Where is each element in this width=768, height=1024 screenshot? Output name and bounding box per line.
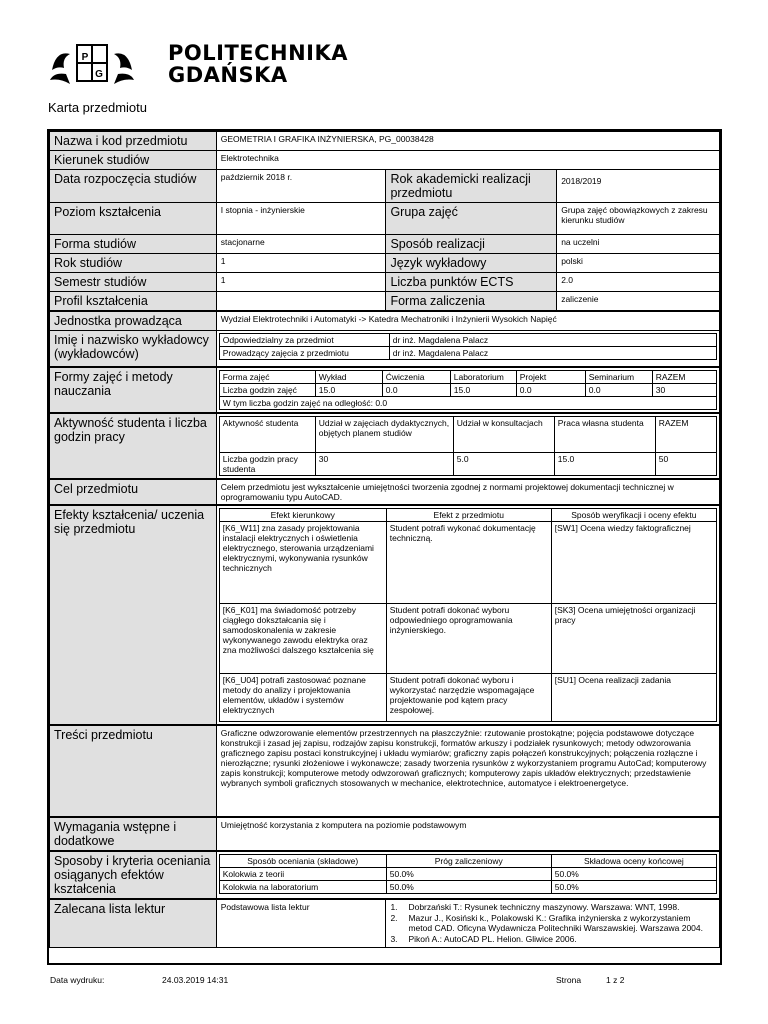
efekty-cell: Student potrafi dokonać wyboru i wykorzystać narzędzie wspomagające projektowanie pod kątem pracy zespołowej. <box>386 673 551 721</box>
formy-cell: 15.0 <box>450 383 516 396</box>
efekty-cell: [SW1] Ocena wiedzy faktograficznej <box>551 521 716 603</box>
grupa-value: Grupa zajęć obowiązkowych z zakresu kierunku studiów <box>557 203 720 235</box>
sposob-realizacji-value: na uczelni <box>557 235 720 254</box>
aktywnosc-cell: 30 <box>315 452 453 475</box>
cel-value: Celem przedmiotu jest wykształcenie umiejętności tworzenia zgodnej z normami projektowej dokumentacji technicznej w oprogramowaniu typu AutoCAD. <box>216 479 719 505</box>
efekty-cell: Student potrafi wykonać dokumentację techniczną. <box>386 521 551 603</box>
formy-cell: 0.0 <box>585 383 652 396</box>
wykladowca-role: Odpowiedzialny za przedmiot <box>219 334 389 347</box>
wykladowca-name: dr inż. Magdalena Palacz <box>389 347 716 360</box>
rok-akademicki-label: Rok akademicki realizacji przedmiotu <box>386 170 557 203</box>
profil-label: Profil kształcenia <box>50 292 217 312</box>
formy-table <box>219 370 717 410</box>
aktywnosc-header: RAZEM <box>655 416 716 452</box>
print-date-label: Data wydruku: <box>50 975 105 985</box>
aktywnosc-label: Aktywność studenta i liczba godzin pracy <box>50 413 217 479</box>
sposoby-header: Sposób oceniania (składowe) <box>219 854 386 867</box>
lektury-list <box>390 902 715 944</box>
logo-letter-p: P <box>81 52 89 63</box>
sposoby-header: Próg zaliczeniowy <box>386 854 551 867</box>
zaliczenie-value: zaliczenie <box>557 292 720 312</box>
formy-header: RAZEM <box>652 370 716 383</box>
lektury-sub: Podstawowa lista lektur <box>216 899 386 948</box>
lektura-item: 1. Dobrzański T.: Rysunek techniczny maszynowy. Warszawa: WNT, 1998. <box>390 901 680 912</box>
formy-header: Projekt <box>516 370 585 383</box>
nazwa-value: GEOMETRIA I GRAFIKA INŻYNIERSKA, PG_00038428 <box>216 132 719 151</box>
formy-header: Laboratorium <box>450 370 516 383</box>
lektura-item: 2. Mazur J., Kosiński k., Polakowski K.: Grafika inżynierska z wykorzystaniem metod CAD. Oficyna Wydawnicza Politechniki Warszawskiej. Warszawa 2004. <box>390 912 703 933</box>
university-name <box>168 42 348 86</box>
forma-value: stacjonarne <box>216 235 386 254</box>
formy-header: Seminarium <box>585 370 652 383</box>
lektura-item: 3. Pikoń A.: AutoCAD PL. Helion. Gliwice 2006. <box>390 933 577 944</box>
course-card <box>47 129 722 965</box>
sposoby-cell: 50.0% <box>551 867 716 880</box>
aktywnosc-cell: Liczba godzin pracy studenta <box>219 452 315 475</box>
efekty-header: Efekt kierunkowy <box>219 508 386 521</box>
data-label: Data rozpoczęcia studiów <box>50 170 217 203</box>
page-title: Karta przedmiotu <box>48 100 147 115</box>
efekty-cell: [SU1] Ocena realizacji zadania <box>551 673 716 721</box>
wymagania-label: Wymagania wstępne i dodatkowe <box>50 817 217 851</box>
university-name-line2: GDAŃSKA <box>168 63 288 87</box>
lektury-label: Zalecana lista lektur <box>50 899 217 948</box>
formy-cell: 0.0 <box>382 383 450 396</box>
formy-cell: 0.0 <box>516 383 585 396</box>
wykladowca-role: Prowadzący zajęcia z przedmiotu <box>219 347 389 360</box>
tresci-label: Treści przedmiotu <box>50 725 217 817</box>
page-label: Strona <box>556 975 582 985</box>
sposoby-cell: Kolokwia na laboratorium <box>219 880 386 893</box>
aktywnosc-cell: 50 <box>655 452 716 475</box>
aktywnosc-header: Udział w zajęciach dydaktycznych, objętych planem studiów <box>315 416 453 452</box>
sposoby-table <box>219 854 717 894</box>
kierunek-value: Elektrotechnika <box>216 151 719 170</box>
semestr-label: Semestr studiów <box>50 273 217 292</box>
formy-odleglosc: W tym liczba godzin zajęć na odległość: 0.0 <box>219 396 716 409</box>
sposoby-header: Składowa oceny końcowej <box>551 854 716 867</box>
aktywnosc-cell: 15.0 <box>554 452 655 475</box>
efekty-cell: [K6_W11] zna zasady projektowania instalacji elektrycznych i oświetlenia elektrycznego, sterowania urządzeniami elektrycznymi, wykonywania rysunków technicznych <box>219 521 386 603</box>
aktywnosc-cell: 5.0 <box>453 452 554 475</box>
rok-akademicki-value: 2018/2019 <box>557 170 720 203</box>
formy-cell: Liczba godzin zajęć <box>219 383 315 396</box>
header <box>48 40 468 90</box>
university-logo-icon <box>48 40 136 86</box>
aktywnosc-header: Udział w konsultacjach <box>453 416 554 452</box>
sposoby-label: Sposoby i kryteria oceniania osiąganych efektów kształcenia <box>50 851 217 899</box>
sposob-realizacji-label: Sposób realizacji <box>386 235 557 254</box>
wymagania-value: Umiejętność korzystania z komputera na poziomie podstawowym <box>216 817 719 851</box>
efekty-cell: [SK3] Ocena umiejętności organizacji pracy <box>551 603 716 673</box>
sposoby-cell: Kolokwia z teorii <box>219 867 386 880</box>
tresci-value: Graficzne odwzorowanie elementów przestrzennych na płaszczyźnie: rzutowanie prostokątne; pojęcia podstawowe dotyczące konstrukcji i zasad jej zapisu, rodzajów zapisu konstrukcji, formatów arkuszy i podziałek rysunkowych; metody odwzorowania graficznego zapisu postaci konstrukcyjnej i układu wymiarów; graficzny zapis połączeń konstrukcyjnych; połączenia rozłączne i nierozłączne; rysunki złożeniowe i wykonawcze; zasady tworzenia rysunków z wykorzystaniem programu AutoCad; komputerowy zapis konstrukcji; komputerowe metody odwzorowań graficznych; komputerowy zapis układów elektrycznych; przedstawienie wybranych symboli graficznych stosowanych w mechanice, elektrotechnice, automatyce i elektroenergetyce. <box>216 725 719 817</box>
rok-label: Rok studiów <box>50 254 217 273</box>
data-value: październik 2018 r. <box>216 170 386 203</box>
formy-header: Forma zajęć <box>219 370 315 383</box>
kierunek-label: Kierunek studiów <box>50 151 217 170</box>
cel-label: Cel przedmiotu <box>50 479 217 505</box>
jezyk-label: Język wykładowy <box>386 254 557 273</box>
sposoby-cell: 50.0% <box>386 880 551 893</box>
formy-header: Ćwiczenia <box>382 370 450 383</box>
course-card-table <box>49 131 720 948</box>
poziom-label: Poziom kształcenia <box>50 203 217 235</box>
profil-value <box>216 292 386 312</box>
formy-cell: 30 <box>652 383 716 396</box>
jezyk-value: polski <box>557 254 720 273</box>
aktywnosc-table <box>219 416 717 476</box>
aktywnosc-header: Aktywność studenta <box>219 416 315 452</box>
formy-header: Wykład <box>315 370 382 383</box>
rok-value: 1 <box>216 254 386 273</box>
page-number: 1 z 2 <box>606 975 625 985</box>
formy-cell: 15.0 <box>315 383 382 396</box>
efekty-cell: Student potrafi dokonać wyboru odpowiedniego oprogramowania inżynierskiego. <box>386 603 551 673</box>
efekty-cell: [K6_K01] ma świadomość potrzeby ciągłego dokształcania się i samodoskonalenia w zakresie wykonywanego zawodu elektryka oraz zna możliwości dalszego kształcenia się <box>219 603 386 673</box>
semestr-value: 1 <box>216 273 386 292</box>
efekty-cell: [K6_U04] potrafi zastosować poznane metody do analizy i projektowania elementów, układów i systemów elektrycznych <box>219 673 386 721</box>
lektury-list-cell <box>386 899 720 948</box>
ects-value: 2.0 <box>557 273 720 292</box>
zaliczenie-label: Forma zaliczenia <box>386 292 557 312</box>
jednostka-value: Wydział Elektrotechniki i Automatyki -> Katedra Mechatroniki i Inżynierii Wysokich Napięć <box>216 311 719 331</box>
poziom-value: I stopnia - inżynierskie <box>216 203 386 235</box>
grupa-label: Grupa zajęć <box>386 203 557 235</box>
forma-label: Forma studiów <box>50 235 217 254</box>
sposoby-cell: 50.0% <box>386 867 551 880</box>
nazwa-label: Nazwa i kod przedmiotu <box>50 132 217 151</box>
print-date-value: 24.03.2019 14:31 <box>162 975 229 985</box>
aktywnosc-header: Praca własna studenta <box>554 416 655 452</box>
efekty-label: Efekty kształcenia/ uczenia się przedmiotu <box>50 505 217 725</box>
wykladowcy-table <box>219 333 717 360</box>
wykladowcy-label: Imię i nazwisko wykładowcy (wykładowców) <box>50 331 217 367</box>
efekty-table <box>219 508 717 722</box>
logo-letter-g: G <box>95 69 103 80</box>
wykladowca-name: dr inż. Magdalena Palacz <box>389 334 716 347</box>
efekty-header: Sposób weryfikacji i oceny efektu <box>551 508 716 521</box>
ects-label: Liczba punktów ECTS <box>386 273 557 292</box>
university-name-line1: POLITECHNIKA <box>168 41 349 65</box>
efekty-header: Efekt z przedmiotu <box>386 508 551 521</box>
sposoby-cell: 50.0% <box>551 880 716 893</box>
jednostka-label: Jednostka prowadząca <box>50 311 217 331</box>
formy-label: Formy zajęć i metody nauczania <box>50 367 217 413</box>
